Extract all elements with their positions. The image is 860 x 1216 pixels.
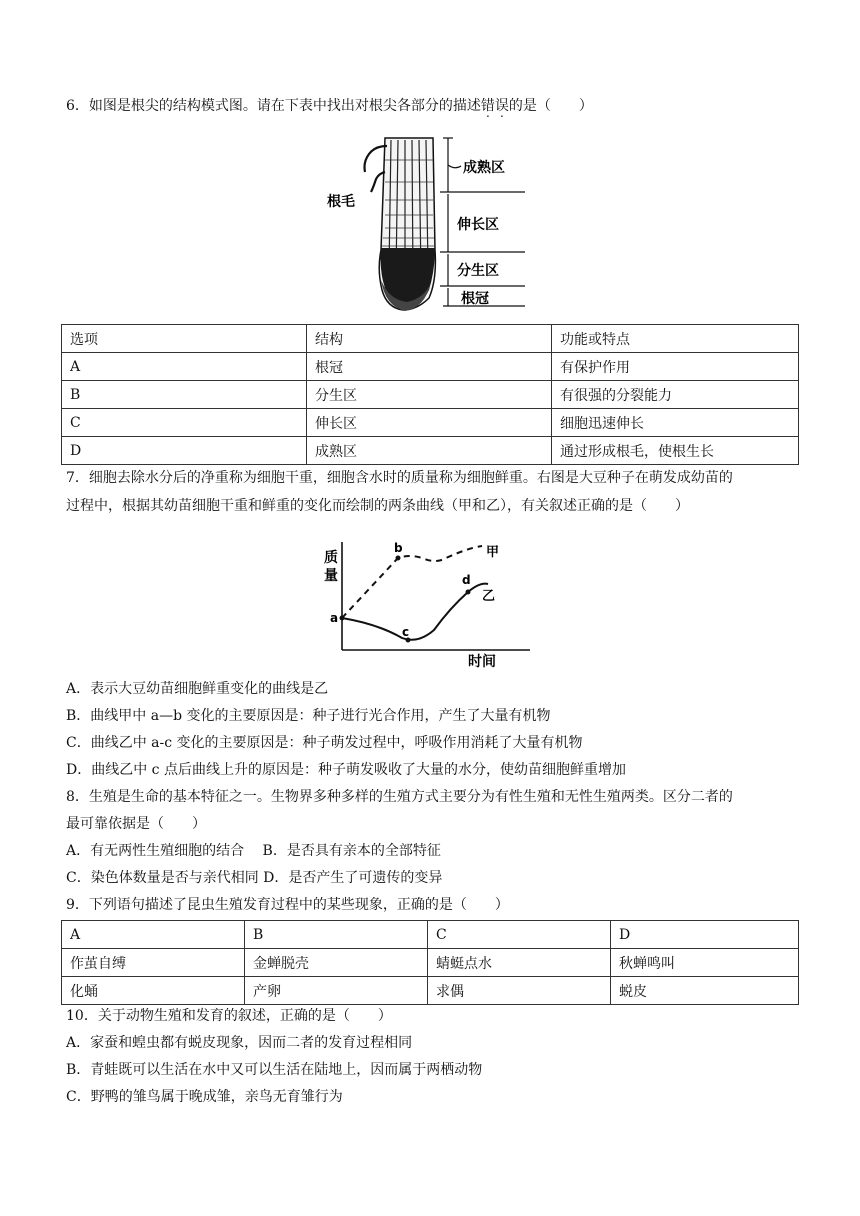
table-cell: D [62,437,307,465]
q10-option-b: B．青蛙既可以生活在水中又可以生活在陆地上，因而属于两栖动物 [66,1062,483,1078]
q10-option-a: A．家蚕和蝗虫都有蜕皮现象，因而二者的发育过程相同 [66,1035,413,1051]
label-meristem-zone: 分生区 [457,263,499,279]
table-header-cell: 结构 [307,325,552,353]
q10-option-c: C．野鸭的雏鸟属于晚成雏，亲鸟无育雏行为 [66,1089,343,1105]
curve-jia [342,546,482,618]
q6-table [61,324,799,465]
q8-stem-line-1: 8．生殖是生命的基本特征之一。生物界多种多样的生殖方式主要分为有性生殖和无性生殖两类。区分二者的 [66,789,733,805]
label-root-cap: 根冠 [461,291,489,307]
point-b-label: b [394,541,403,555]
q9-stem: 9．下列语句描述了昆虫生殖发育过程中的某些现象，正确的是（ ） [66,897,509,913]
label-root-hair: 根毛 [327,194,355,210]
q10-stem: 10．关于动物生殖和发育的叙述，正确的是（ ） [66,1008,392,1024]
root-tip-figure [325,130,525,312]
q8-options-line-2: C．染色体数量是否与亲代相同 D．是否产生了可遗传的变异 [66,870,443,886]
table-header-cell: D [611,921,799,949]
y-axis-label: 质 [324,550,338,566]
mass-time-graph [318,538,550,674]
q7-option-c: C．曲线乙中 a-c 变化的主要原因是：种子萌发过程中，呼吸作用消耗了大量有机物 [66,735,583,751]
table-row [62,949,799,977]
q7-option-b: B．曲线甲中 a—b 变化的主要原因是：种子进行光合作用，产生了大量有机物 [66,708,551,724]
table-header-cell: 功能或特点 [552,325,799,353]
point-a-label: a [330,611,339,625]
table-cell: 作茧自缚 [62,949,245,977]
q6-stem: 6．如图是根尖的结构模式图。请在下表中找出对根尖各部分的描述错误的是（ ） [66,98,593,114]
q8-options-line-1: A．有无两性生殖细胞的结合 B．是否具有亲本的全部特征 [66,843,441,859]
table-cell: A [62,353,307,381]
table-cell: 伸长区 [307,409,552,437]
table-header-row [62,325,799,353]
curve-jia-label: 甲 [486,545,500,560]
table-header-cell: 选项 [62,325,307,353]
table-row [62,409,799,437]
q7-option-a: A．表示大豆幼苗细胞鲜重变化的曲线是乙 [66,681,329,697]
table-cell: 通过形成根毛，使根生长 [552,437,799,465]
label-elongation-zone: 伸长区 [457,217,499,233]
y-axis-label: 量 [324,568,338,584]
x-axis-label: 时间 [468,654,496,670]
table-row [62,353,799,381]
table-cell: 秋蝉鸣叫 [611,949,799,977]
table-cell: 求偶 [428,977,611,1005]
q7-stem-line-1: 7．细胞去除水分后的净重称为细胞干重，细胞含水时的质量称为细胞鲜重。右图是大豆种子在萌发成幼苗的 [66,470,733,486]
label-maturation-zone: 成熟区 [463,160,505,176]
table-cell: B [62,381,307,409]
q8-stem-line-2: 最可靠依据是（ ） [66,816,206,832]
table-cell: 蜻蜓点水 [428,949,611,977]
table-cell: 金蝉脱壳 [245,949,428,977]
table-cell: C [62,409,307,437]
table-header-cell: B [245,921,428,949]
table-header-cell: A [62,921,245,949]
table-cell: 蜕皮 [611,977,799,1005]
q9-table [61,920,799,1005]
q7-option-d: D．曲线乙中 c 点后曲线上升的原因是：种子萌发吸收了大量的水分，使幼苗细胞鲜重增加 [66,762,626,778]
table-cell: 分生区 [307,381,552,409]
table-cell: 有保护作用 [552,353,799,381]
q6-emphasis-2: 误 [494,98,509,114]
table-cell: 有很强的分裂能力 [552,381,799,409]
table-cell: 成熟区 [307,437,552,465]
table-header-cell: C [428,921,611,949]
table-cell: 根冠 [307,353,552,381]
q7-stem-line-2: 过程中，根据其幼苗细胞干重和鲜重的变化而绘制的两条曲线（甲和乙），有关叙述正确的是（ ） [66,498,689,514]
table-header-row [62,921,799,949]
q6-emphasis-1: 错 [480,98,495,114]
table-cell: 产卵 [245,977,428,1005]
table-row [62,437,799,465]
table-row [62,381,799,409]
table-row [62,977,799,1005]
curve-yi-label: 乙 [482,589,496,604]
table-cell: 化蛹 [62,977,245,1005]
point-d-label: d [462,573,471,587]
point-c-label: c [402,625,410,639]
table-cell: 细胞迅速伸长 [552,409,799,437]
